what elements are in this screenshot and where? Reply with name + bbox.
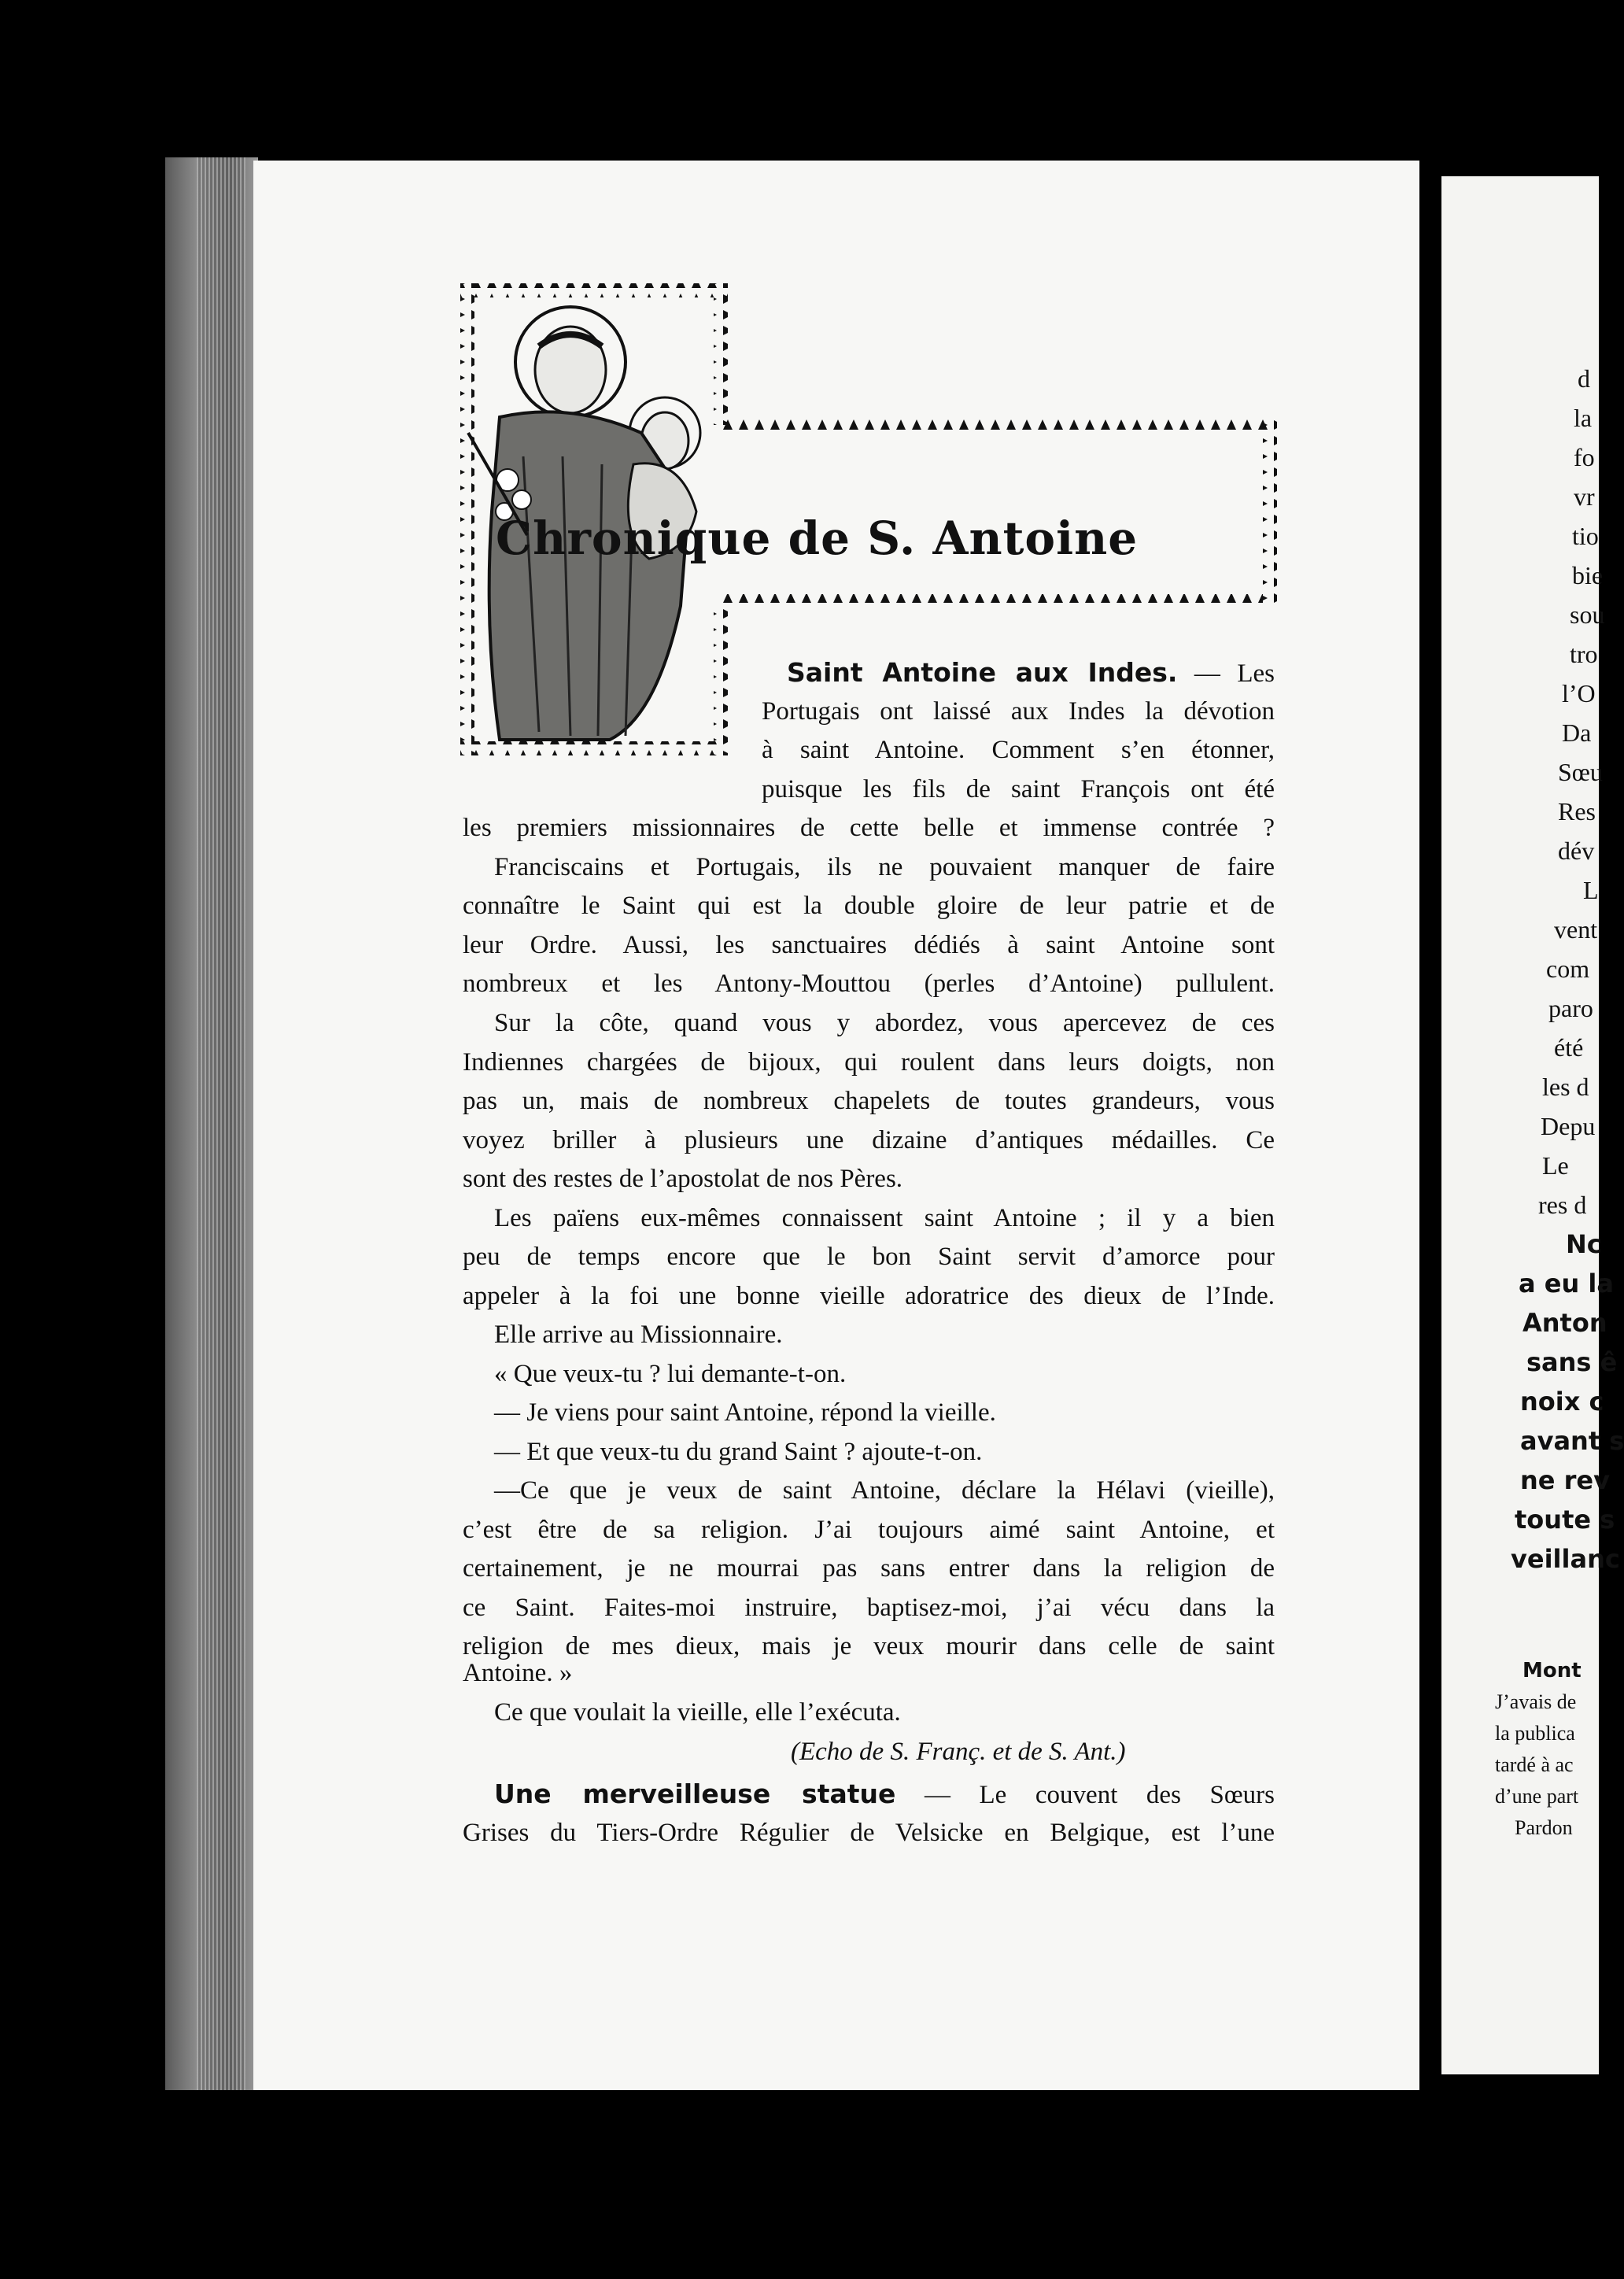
right-page-line: dév — [1558, 837, 1595, 865]
section-heading: Une merveilleuse statue — [494, 1779, 896, 1809]
right-page-line: Mont — [1522, 1659, 1582, 1682]
text-line: Portugais ont laissé aux Indes la dévotion — [762, 697, 1275, 726]
right-page-line: d — [1578, 364, 1590, 393]
text-line: —Ce que je veux de saint Antoine, déclare la Hélavi (vieille), — [494, 1476, 1275, 1505]
text-line: — Je viens pour saint Antoine, répond la vieille. — [494, 1398, 996, 1427]
right-page-line: tio — [1572, 522, 1599, 550]
right-page-line: d’une part — [1495, 1785, 1579, 1808]
right-page-line: ne rev — [1520, 1465, 1610, 1495]
text-line: les premiers missionnaires de cette belle et immense contrée ? — [463, 814, 1275, 842]
right-page-line: Da — [1562, 718, 1592, 747]
text-line: religion de mes dieux, mais je veux mourir dans celle de saint — [463, 1632, 1275, 1660]
text-line: — Et que veux-tu du grand Saint ? ajoute-t-on. — [494, 1438, 983, 1466]
right-page-line: l’O — [1562, 679, 1596, 707]
right-page-line: tro — [1570, 640, 1598, 668]
text-line: ce Saint. Faites-moi instruire, baptisez-moi, j’ai vécu dans la — [463, 1594, 1275, 1622]
text-line — [494, 1781, 1275, 1808]
text-line: nombreux et les Antony-Mouttou (perles d’Antoine) pullulent. — [463, 970, 1275, 998]
text-line: c’est être de sa religion. J’ai toujours aimé saint Antoine, et — [463, 1516, 1275, 1544]
section-heading: Saint Antoine aux Indes. — [787, 657, 1178, 688]
text-line: certainement, je ne mourrai pas sans entrer dans la religion de — [463, 1554, 1275, 1583]
right-page-line: la publica — [1495, 1722, 1575, 1745]
right-page-line: Anton — [1522, 1308, 1607, 1338]
text-line: (Echo de S. Franç. et de S. Ant.) — [791, 1738, 1126, 1766]
right-page-line: res d — [1538, 1191, 1587, 1219]
right-page-line: com — [1546, 955, 1590, 983]
right-page-line: sou — [1570, 600, 1605, 629]
text-line: Indiennes chargées de bijoux, qui roulent dans leurs doigts, non — [463, 1048, 1275, 1077]
right-page-line: L — [1583, 876, 1599, 904]
right-page-line: Le — [1542, 1151, 1569, 1180]
right-page-line: avant s — [1520, 1426, 1624, 1456]
right-page-line: bie — [1572, 561, 1604, 589]
right-page-line: J’avais de — [1495, 1690, 1577, 1713]
right-page-line: Depu — [1541, 1112, 1596, 1140]
text-line: Franciscains et Portugais, ils ne pouvaient manquer de faire — [494, 853, 1275, 881]
text-line: appeler à la foi une bonne vieille adoratrice des dieux de l’Inde. — [463, 1282, 1275, 1310]
right-page-line: veillanc — [1511, 1544, 1620, 1574]
page-stack-edges — [197, 157, 245, 2090]
chronicle-title: Chronique de S. Antoine — [496, 512, 1139, 565]
right-page-line: noix c — [1520, 1387, 1604, 1417]
right-page-line: Pardon — [1515, 1816, 1573, 1839]
text-line: leur Ordre. Aussi, les sanctuaires dédiés à saint Antoine sont — [463, 931, 1275, 959]
right-page-line: fo — [1574, 443, 1595, 471]
text-line: peu de temps encore que le bon Saint servit d’amorce pour — [463, 1243, 1275, 1271]
text-line-rest: — Le couvent des Sœurs — [895, 1781, 1275, 1809]
right-page-line: vent — [1554, 915, 1598, 944]
text-line: Ce que voulait la vieille, elle l’exécuta. — [494, 1698, 901, 1727]
text-line: Sur la côte, quand vous y abordez, vous apercevez de ces — [494, 1009, 1275, 1037]
text-line: « Que veux-tu ? lui demante-t-on. — [494, 1360, 847, 1388]
right-page-line: toute s — [1515, 1505, 1615, 1535]
right-page-line: Res — [1558, 797, 1596, 826]
text-line: voyez briller à plusieurs une dizaine d’antiques médailles. Ce — [463, 1126, 1275, 1154]
text-line: puisque les fils de saint François ont été — [762, 775, 1275, 803]
text-line: Les païens eux-mêmes connaissent saint Antoine ; il y a bien — [494, 1204, 1275, 1232]
right-page-line: la — [1574, 404, 1593, 432]
text-line: à saint Antoine. Comment s’en étonner, — [762, 736, 1275, 764]
right-page-line: sans ê — [1526, 1347, 1618, 1377]
right-page-line: Sœu — [1558, 758, 1603, 786]
text-line — [787, 659, 1275, 687]
right-page-line: a eu la — [1519, 1269, 1614, 1298]
text-line: Grises du Tiers-Ordre Régulier de Velsicke en Belgique, est l’une — [463, 1819, 1275, 1847]
text-line: connaître le Saint qui est la double gloire de leur patrie et de — [463, 892, 1275, 920]
right-page-line: paro — [1548, 994, 1593, 1022]
text-line-rest: — Les — [1177, 659, 1275, 688]
text-line: pas un, mais de nombreux chapelets de toutes grandeurs, vous — [463, 1087, 1275, 1115]
right-page-line: tardé à ac — [1495, 1753, 1574, 1776]
text-line: Elle arrive au Missionnaire. — [494, 1320, 783, 1349]
text-line: Antoine. » — [463, 1659, 573, 1687]
text-line: sont des restes de l’apostolat de nos Pères. — [463, 1165, 903, 1193]
right-page-line: vr — [1574, 482, 1595, 511]
right-page-line: été — [1554, 1033, 1584, 1062]
right-page-line: les d — [1542, 1073, 1589, 1101]
right-page-line: Nc — [1566, 1229, 1602, 1259]
